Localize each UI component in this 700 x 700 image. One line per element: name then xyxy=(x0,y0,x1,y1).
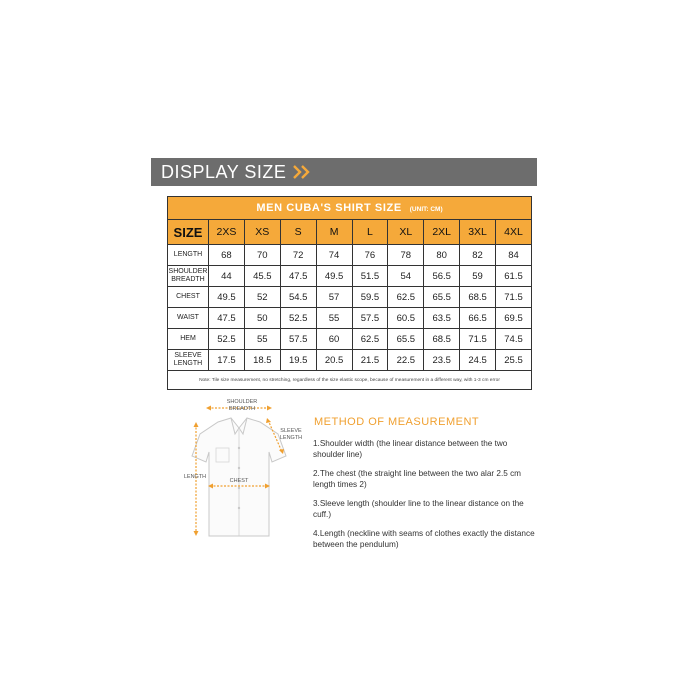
table-row xyxy=(168,266,532,287)
row-label-line2: BREADTH xyxy=(171,276,205,283)
row-label-line1: WAIST xyxy=(177,314,199,321)
table-cell: 50 xyxy=(244,308,280,329)
table-row xyxy=(168,329,532,350)
table-cell: 25.5 xyxy=(496,350,532,371)
method-item-shoulder: 1.Shoulder width (the linear distance between the two shoulder line) xyxy=(313,439,508,459)
row-label xyxy=(168,266,209,287)
table-cell: 74.5 xyxy=(496,329,532,350)
row-label xyxy=(168,350,209,371)
table-cell: 56.5 xyxy=(424,266,460,287)
row-label xyxy=(168,287,209,308)
size-header-xl: XL xyxy=(388,220,424,245)
table-note: Note: Tile size measurement, no stretching, regardless of the size elastic scope, because of measurement in a different way, with 1-3 cm error xyxy=(168,371,532,390)
table-cell: 20.5 xyxy=(316,350,352,371)
table-cell: 19.5 xyxy=(280,350,316,371)
table-title: MEN CUBA'S SHIRT SIZE xyxy=(256,202,402,214)
size-header-m: M xyxy=(316,220,352,245)
note-row xyxy=(168,371,532,390)
table-cell: 51.5 xyxy=(352,266,388,287)
row-label-line2: LENGTH xyxy=(173,360,203,367)
row-label-line1: SHOULDER xyxy=(168,268,208,275)
table-cell: 49.5 xyxy=(316,266,352,287)
row-label-line1: SLEEVE xyxy=(174,352,202,359)
table-cell: 84 xyxy=(496,245,532,266)
size-header-l: L xyxy=(352,220,388,245)
table-unit: (UNIT: CM) xyxy=(409,206,443,213)
table-cell: 66.5 xyxy=(460,308,496,329)
method-item-length: 4.Length (neckline with seams of clothes exactly the distance between the pendulum) xyxy=(313,529,535,549)
sleeve-label-line1: SLEEVE xyxy=(280,428,302,434)
table-cell: 63.5 xyxy=(424,308,460,329)
table-cell: 57.5 xyxy=(280,329,316,350)
table-cell: 24.5 xyxy=(460,350,496,371)
header-title: DISPLAY SIZE xyxy=(161,161,287,182)
table-cell: 54.5 xyxy=(280,287,316,308)
length-label: LENGTH xyxy=(183,474,207,480)
row-label xyxy=(168,329,209,350)
shoulder-label-line1: SHOULDER xyxy=(226,399,258,405)
table-row xyxy=(168,350,532,371)
method-list xyxy=(313,438,538,558)
row-label-line1: HEM xyxy=(180,335,196,342)
table-cell: 52 xyxy=(244,287,280,308)
double-chevron-right-icon xyxy=(292,165,314,179)
table-row xyxy=(168,287,532,308)
size-table xyxy=(167,196,532,390)
size-header-4xl: 4XL xyxy=(496,220,532,245)
table-title-row xyxy=(168,197,532,220)
table-cell: 76 xyxy=(352,245,388,266)
table-title-cell xyxy=(168,197,532,220)
table-cell: 21.5 xyxy=(352,350,388,371)
table-cell: 49.5 xyxy=(209,287,245,308)
row-label-line1: CHEST xyxy=(176,293,200,300)
table-cell: 74 xyxy=(316,245,352,266)
table-cell: 52.5 xyxy=(280,308,316,329)
table-cell: 22.5 xyxy=(388,350,424,371)
shoulder-label-line2: BREADTH xyxy=(228,406,256,412)
table-cell: 80 xyxy=(424,245,460,266)
table-cell: 59 xyxy=(460,266,496,287)
method-item-chest: 2.The chest (the straight line between the two alar 2.5 cm length times 2) xyxy=(313,469,521,489)
size-header-2xs: 2XS xyxy=(209,220,245,245)
table-cell: 45.5 xyxy=(244,266,280,287)
table-cell: 60.5 xyxy=(388,308,424,329)
table-cell: 57.5 xyxy=(352,308,388,329)
table-cell: 62.5 xyxy=(352,329,388,350)
display-size-header xyxy=(151,158,537,186)
table-cell: 17.5 xyxy=(209,350,245,371)
sleeve-label-line2: LENGTH xyxy=(279,435,303,441)
table-cell: 71.5 xyxy=(496,287,532,308)
table-cell: 54 xyxy=(388,266,424,287)
size-header-xs: XS xyxy=(244,220,280,245)
row-label xyxy=(168,308,209,329)
table-cell: 82 xyxy=(460,245,496,266)
method-title: METHOD OF MEASUREMENT xyxy=(314,416,480,428)
shoulder-breadth-label xyxy=(222,399,262,413)
table-row xyxy=(168,308,532,329)
table-body xyxy=(168,245,532,371)
table-cell: 65.5 xyxy=(424,287,460,308)
table-cell: 78 xyxy=(388,245,424,266)
size-column-label: SIZE xyxy=(168,220,209,245)
table-cell: 59.5 xyxy=(352,287,388,308)
row-label xyxy=(168,245,209,266)
size-chart xyxy=(167,196,532,392)
table-cell: 47.5 xyxy=(280,266,316,287)
table-cell: 71.5 xyxy=(460,329,496,350)
sleeve-length-label xyxy=(276,428,306,442)
chest-label: CHEST xyxy=(229,478,249,484)
table-cell: 47.5 xyxy=(209,308,245,329)
table-cell: 61.5 xyxy=(496,266,532,287)
size-header-3xl: 3XL xyxy=(460,220,496,245)
table-cell: 55 xyxy=(316,308,352,329)
table-cell: 52.5 xyxy=(209,329,245,350)
table-cell: 72 xyxy=(280,245,316,266)
size-header-row xyxy=(168,220,532,245)
table-cell: 55 xyxy=(244,329,280,350)
table-cell: 62.5 xyxy=(388,287,424,308)
method-item-sleeve: 3.Sleeve length (shoulder line to the linear distance on the cuff.) xyxy=(313,499,524,519)
size-header-2xl: 2XL xyxy=(424,220,460,245)
table-cell: 60 xyxy=(316,329,352,350)
table-cell: 70 xyxy=(244,245,280,266)
table-cell: 68.5 xyxy=(460,287,496,308)
row-label-line1: LENGTH xyxy=(173,251,203,258)
table-cell: 68 xyxy=(209,245,245,266)
table-cell: 18.5 xyxy=(244,350,280,371)
table-cell: 69.5 xyxy=(496,308,532,329)
table-cell: 68.5 xyxy=(424,329,460,350)
table-row xyxy=(168,245,532,266)
table-cell: 65.5 xyxy=(388,329,424,350)
shirt-measurement-diagram xyxy=(178,398,308,568)
size-header-s: S xyxy=(280,220,316,245)
table-cell: 57 xyxy=(316,287,352,308)
table-cell: 23.5 xyxy=(424,350,460,371)
table-cell: 44 xyxy=(209,266,245,287)
